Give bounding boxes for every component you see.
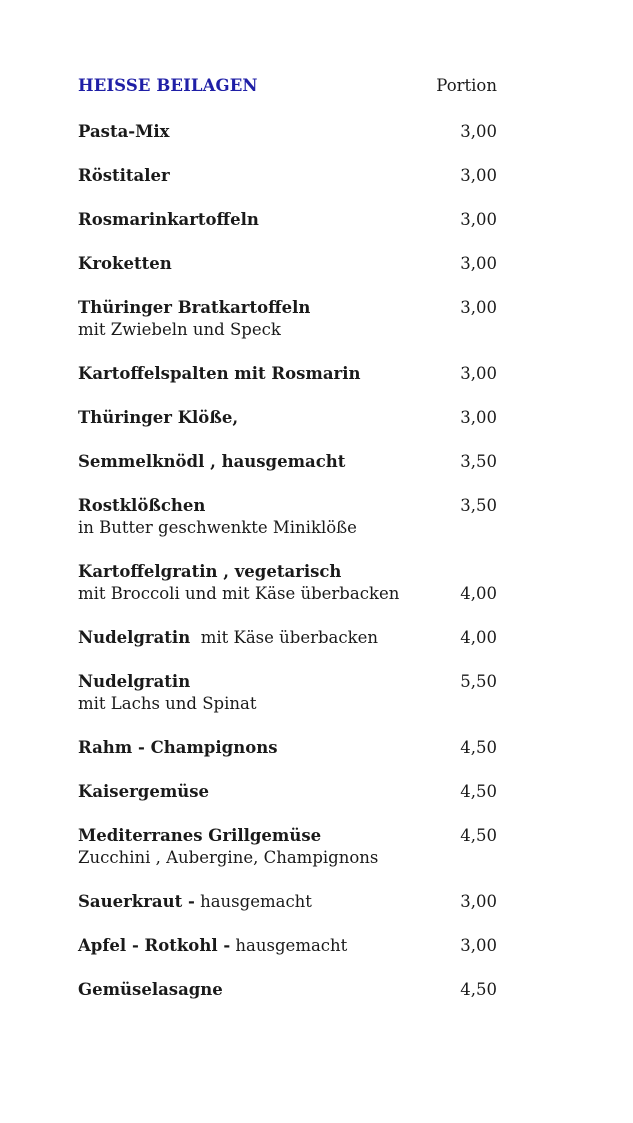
menu-item-title-row <box>78 296 497 319</box>
menu-item-description-row <box>78 517 497 539</box>
menu-item <box>78 670 497 715</box>
menu-item-description: mit Broccoli und mit Käse überbacken <box>78 584 400 603</box>
menu-item <box>78 120 497 143</box>
menu-item-price: 3,00 <box>460 936 497 955</box>
menu-item-name: Kaisergemüse <box>78 782 210 801</box>
menu-item-title <box>78 406 238 429</box>
menu-item-name: Gemüselasagne <box>78 980 223 999</box>
menu-item-price: 3,00 <box>460 122 497 141</box>
menu-item-title <box>78 670 190 693</box>
menu-item-name: Thüringer Bratkartoffeln <box>78 298 311 317</box>
menu-item-title-row <box>78 560 497 583</box>
menu-item-title-row <box>78 934 497 957</box>
menu-item-description-row <box>78 583 497 605</box>
menu-item-title-row <box>78 670 497 693</box>
menu-item-price: 4,50 <box>460 782 497 801</box>
menu-item-name: Apfel - Rotkohl - <box>78 936 231 955</box>
menu-item-name: Pasta-Mix <box>78 122 170 141</box>
menu-item-title-row <box>78 890 497 913</box>
menu-item-price: 3,00 <box>460 298 497 317</box>
menu-item-title <box>78 890 312 913</box>
menu-item-title <box>78 978 223 1001</box>
menu-item-price: 5,50 <box>460 672 497 691</box>
menu-item-name: Semmelknödl , hausgemacht <box>78 452 346 471</box>
menu-item-name: Nudelgratin <box>78 672 191 691</box>
menu-item <box>78 494 497 539</box>
menu-item <box>78 780 497 803</box>
menu-item-inline-description: mit Käse überbacken <box>190 628 379 647</box>
menu-item-description-row <box>78 693 497 715</box>
menu-item-title-row <box>78 406 497 429</box>
menu-item-price: 4,00 <box>460 584 497 603</box>
menu-item-title-row <box>78 208 497 231</box>
menu-item-title <box>78 824 321 847</box>
menu-item-price: 4,50 <box>460 738 497 757</box>
section-title: HEISSE BEILAGEN <box>78 76 258 95</box>
menu-item <box>78 362 497 385</box>
menu-item-inline-description: hausgemacht <box>194 892 312 911</box>
menu-item <box>78 626 497 649</box>
menu-item-title <box>78 208 259 231</box>
menu-item-name: Röstitaler <box>78 166 170 185</box>
menu-item <box>78 824 497 869</box>
menu-item-price: 3,00 <box>460 892 497 911</box>
menu-item-price: 3,00 <box>460 166 497 185</box>
menu-item-title <box>78 362 361 385</box>
menu-item <box>78 978 497 1001</box>
menu-item-name: Nudelgratin <box>78 628 191 647</box>
menu-item-title-row <box>78 164 497 187</box>
menu-item <box>78 890 497 913</box>
menu-item-title-row <box>78 626 497 649</box>
menu-list <box>78 120 497 1022</box>
menu-item <box>78 736 497 759</box>
menu-item-title-row <box>78 450 497 473</box>
menu-item-title-row <box>78 252 497 275</box>
portion-column-label: Portion <box>436 76 497 95</box>
menu-item-title-row <box>78 978 497 1001</box>
menu-item-title <box>78 296 310 319</box>
menu-item-name: Rostklößchen <box>78 496 206 515</box>
menu-item-price: 3,50 <box>460 496 497 515</box>
menu-item-description-row <box>78 847 497 869</box>
menu-item-name: Kartoffelgratin , vegetarisch <box>78 562 342 581</box>
menu-item-description: in Butter geschwenkte Miniklöße <box>78 518 357 537</box>
menu-item-price: 3,00 <box>460 364 497 383</box>
menu-item-description: Zucchini , Aubergine, Champignons <box>78 848 379 867</box>
menu-item-title <box>78 560 341 583</box>
menu-item-title <box>78 450 345 473</box>
menu-item <box>78 450 497 473</box>
menu-item-description-row <box>78 319 497 341</box>
menu-item <box>78 164 497 187</box>
menu-item-title <box>78 780 209 803</box>
menu-item-title-row <box>78 780 497 803</box>
menu-item-name: Rahm - Champignons <box>78 738 278 757</box>
menu-item <box>78 560 497 605</box>
menu-item-title-row <box>78 736 497 759</box>
menu-item-price: 4,50 <box>460 980 497 999</box>
menu-item-price: 3,00 <box>460 254 497 273</box>
menu-item-title <box>78 934 347 957</box>
menu-item-name: Mediterranes Grillgemüse <box>78 826 322 845</box>
menu-item <box>78 406 497 429</box>
menu-item <box>78 208 497 231</box>
menu-item-title-row <box>78 120 497 143</box>
menu-item-title <box>78 120 169 143</box>
section-header <box>78 76 497 95</box>
menu-item-description: mit Lachs und Spinat <box>78 694 257 713</box>
menu-item <box>78 296 497 341</box>
menu-item-price: 4,50 <box>460 826 497 845</box>
menu-item-price: 3,50 <box>460 452 497 471</box>
menu-item-name: Rosmarinkartoffeln <box>78 210 259 229</box>
menu-item-title-row <box>78 494 497 517</box>
menu-item-title-row <box>78 824 497 847</box>
menu-item-title <box>78 494 205 517</box>
menu-item-name: Kroketten <box>78 254 172 273</box>
menu-item-title <box>78 736 277 759</box>
menu-item-description: mit Zwiebeln und Speck <box>78 320 281 339</box>
menu-item-price: 3,00 <box>460 408 497 427</box>
menu-item-inline-description: hausgemacht <box>230 936 348 955</box>
menu-item-name: Thüringer Klöße, <box>78 408 239 427</box>
menu-item-title <box>78 626 378 649</box>
menu-item-price: 4,00 <box>460 628 497 647</box>
menu-item-title-row <box>78 362 497 385</box>
menu-item-name: Sauerkraut - <box>78 892 195 911</box>
menu-item-name: Kartoffelspalten mit Rosmarin <box>78 364 361 383</box>
menu-item-title <box>78 164 170 187</box>
menu-item <box>78 252 497 275</box>
menu-item-title <box>78 252 172 275</box>
menu-item <box>78 934 497 957</box>
menu-item-price: 3,00 <box>460 210 497 229</box>
